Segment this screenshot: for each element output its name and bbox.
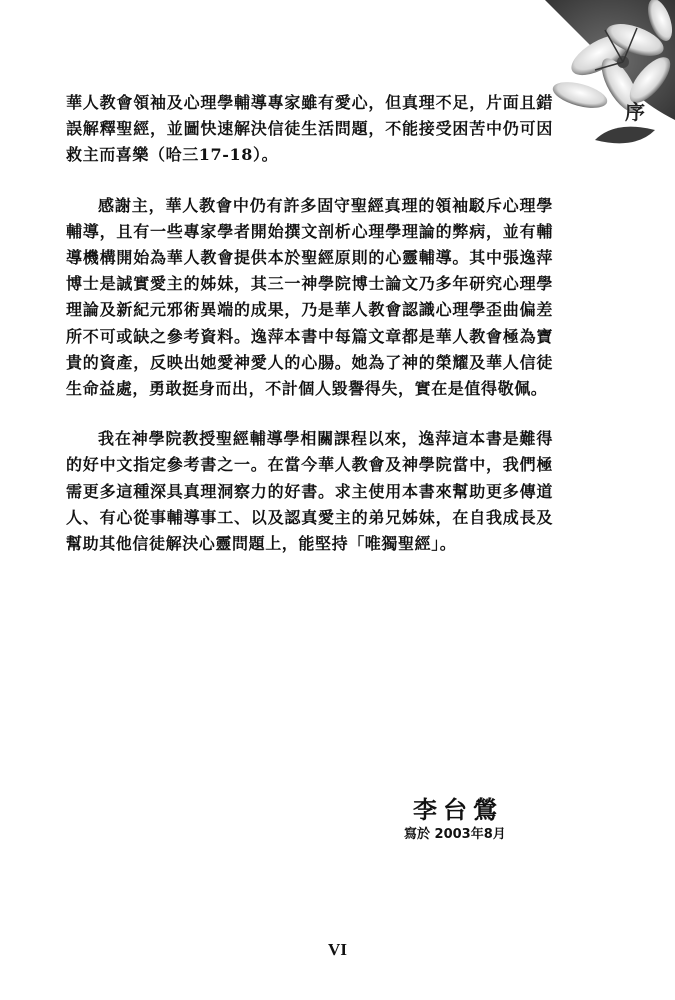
- author-signature: 李台鶯: [413, 795, 503, 824]
- preface-body: [66, 90, 553, 581]
- paragraph-3: 我在神學院教授聖經輔導學相關課程以來，逸萍這本書是難得的好中文指定參考書之一。在當今華人教會及神學院當中，我們極需更多這種深具真理洞察力的好書。求主使用本書來幫助更多傳道人、有心從事輔導事工、以及認真愛主的弟兄姊妹，在自我成長及幫助其他信徒解決心靈問題上，能堅持「唯獨聖經」。: [66, 429, 553, 554]
- paragraph-2: 感謝主，華人教會中仍有許多固守聖經真理的領袖駁斥心理學輔導，且有一些專家學者開始撰文剖析心理學理論的弊病，並有輔導機構開始為華人教會提供本於聖經原則的心靈輔導。其中張逸萍博士是誠實愛主的姊妹，其三一神學院博士論文乃多年研究心理學理論及新紀元邪術異端的成果，乃是華人教會認識心理學歪曲偏差所不可或缺之參考資料。逸萍本書中每篇文章都是華人教會極為寶貴的資產，反映出她愛神愛人的心腸。她為了神的榮耀及華人信徒生命益處，勇敢挺身而出，不計個人毀譽得失，實在是值得敬佩。: [66, 195, 553, 399]
- paragraph-1: 華人教會領袖及心理學輔導專家雖有愛心，但真理不足，片面且錯誤解釋聖經，並圖快速解決信徒生活問題，不能接受困苦中仍可因救主而喜樂（哈三17-18）。: [66, 93, 553, 165]
- written-date: 寫於 2003年8月: [404, 827, 506, 842]
- preface-label: 序: [625, 100, 645, 124]
- page-number: VI: [328, 940, 347, 959]
